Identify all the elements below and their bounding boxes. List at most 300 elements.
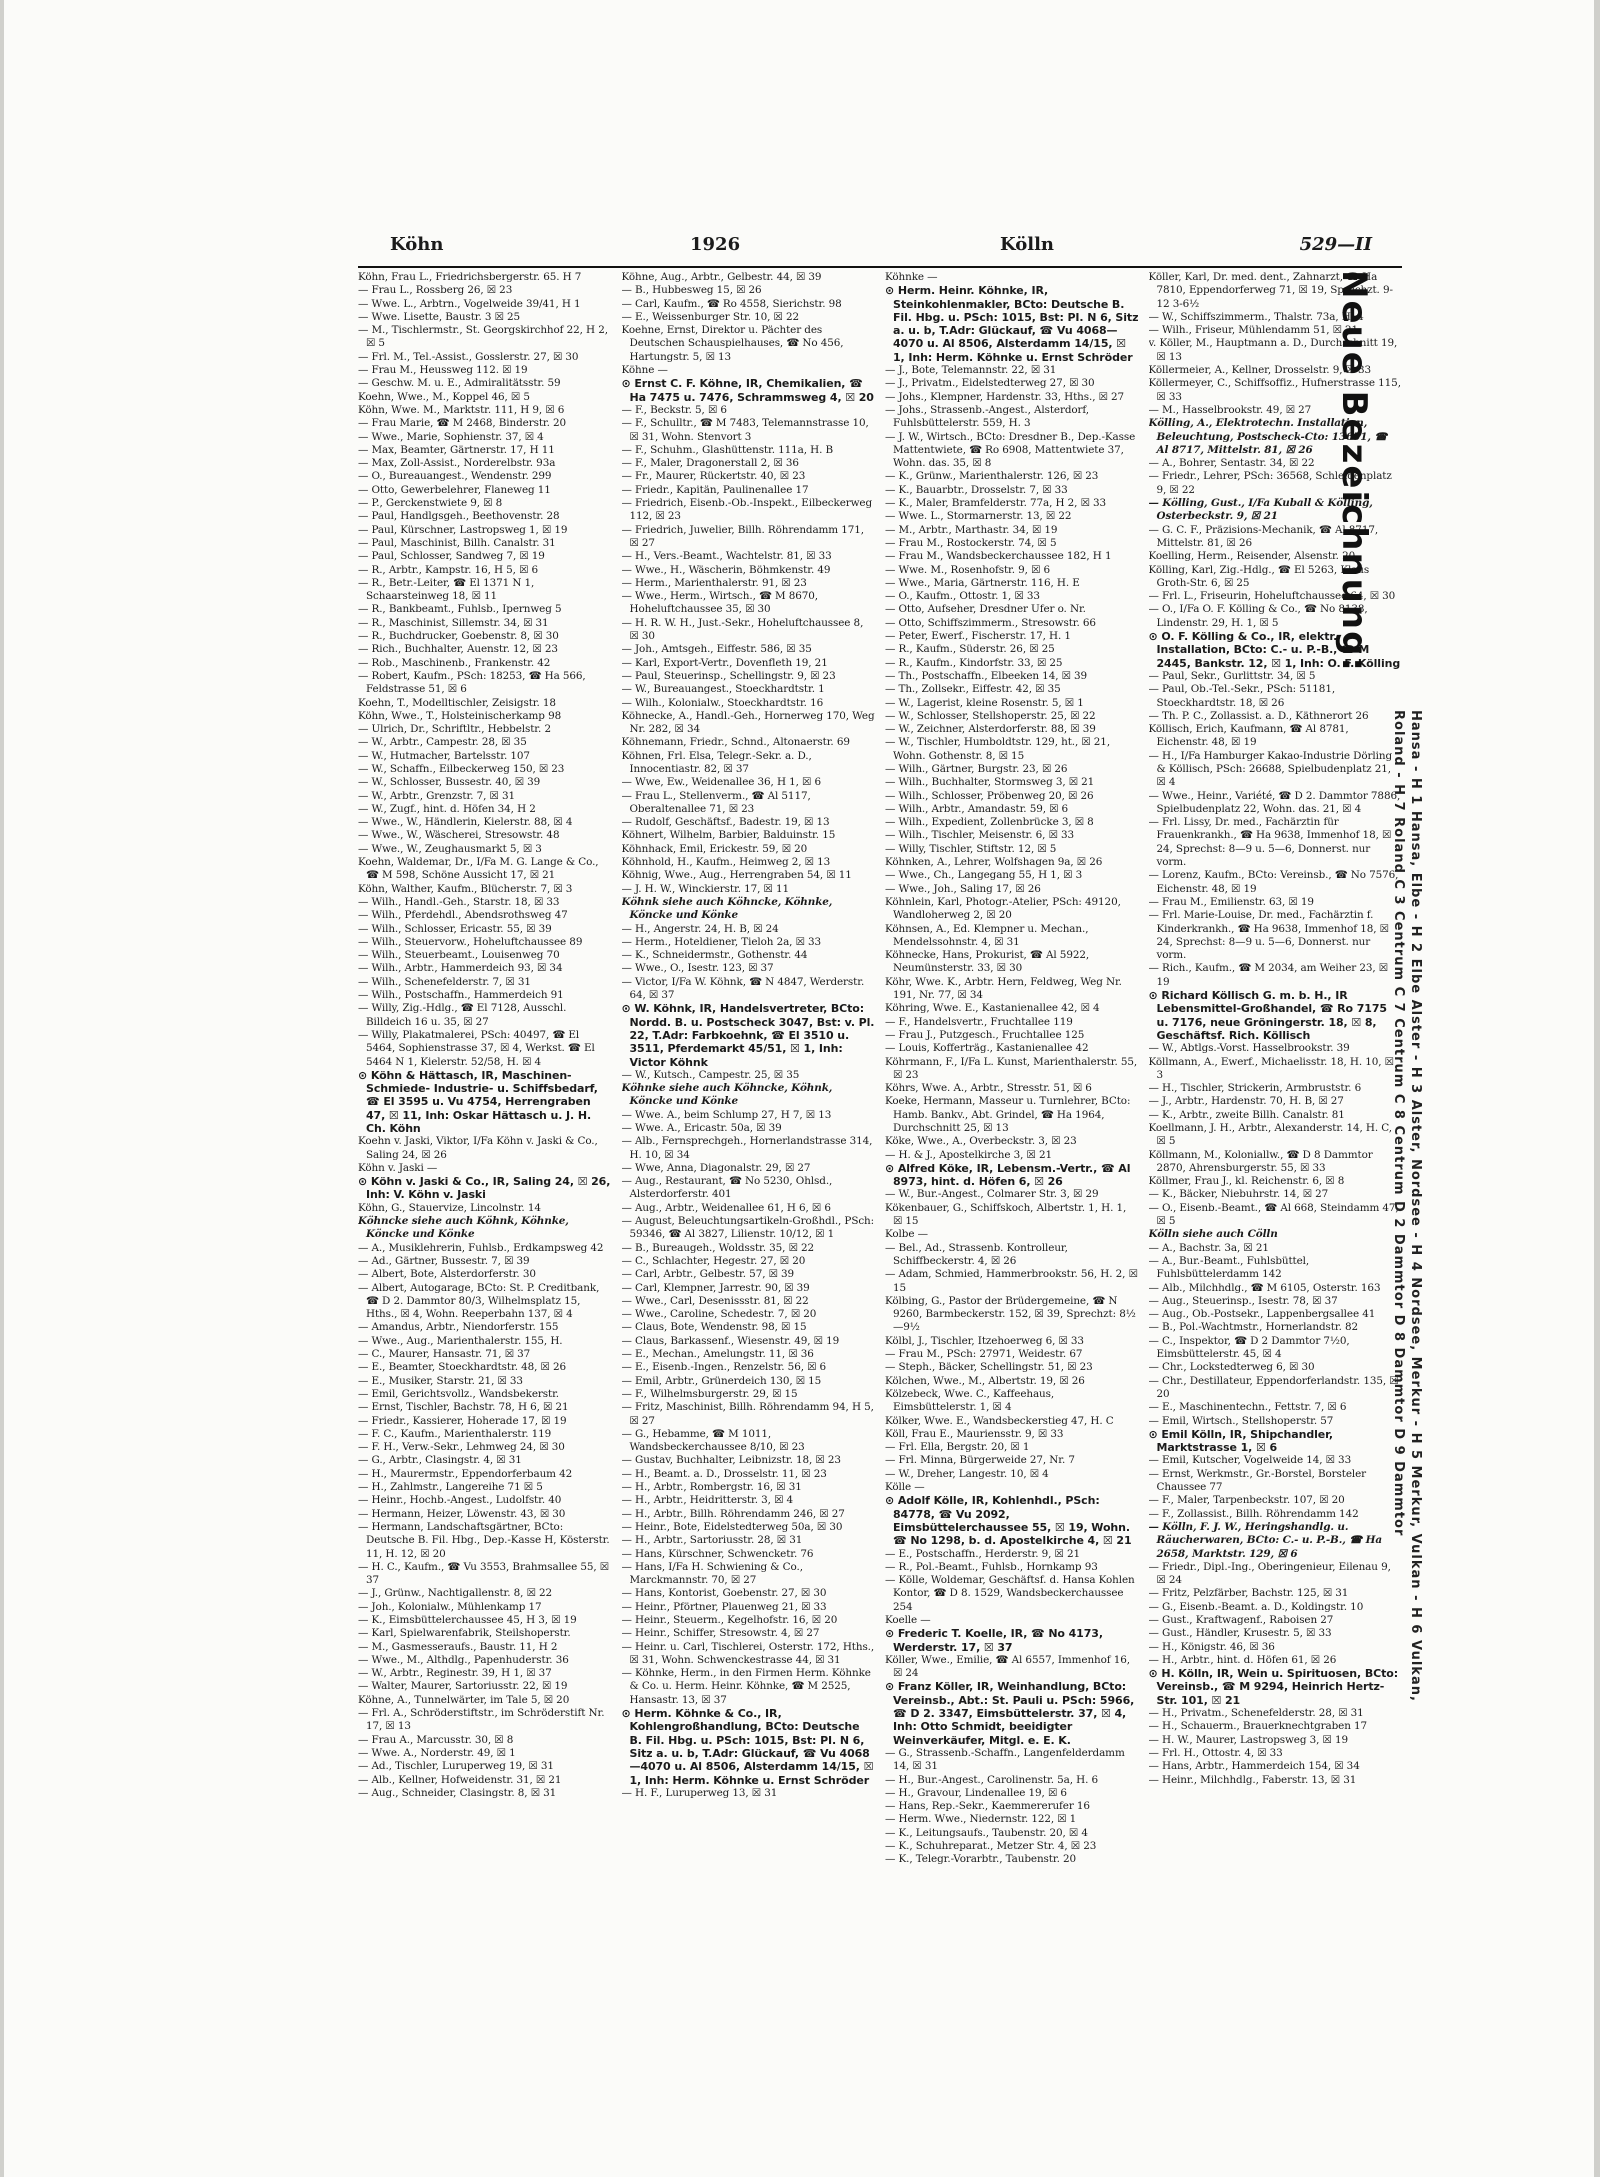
directory-entry: Köhnecke, A., Handl.-Geh., Hornerweg 170, Weg Nr. 282, ☒ 34 [621, 709, 875, 736]
directory-entry: — H., Zahlmstr., Langereihe 71 ☒ 5 [358, 1481, 543, 1494]
directory-entry: — Paul, Sekr., Gurlittstr. 34, ☒ 5 [1148, 669, 1316, 682]
directory-entry: Köhnsen, A., Ed. Klempner u. Mechan., Mendelssohnstr. 4, ☒ 31 [885, 922, 1089, 948]
directory-entry: ⊙ Köhn & Hättasch, IR, Maschinen-Schmiede- Industrie- u. Schiffsbedarf, ☎ El 3595 u. Vu 4754, Herrengraben 47, ☒ 11, Inh: Oskar Hättasch u. J. H. Ch. Köhn [358, 1068, 598, 1135]
directory-entry: — H., Beamt. a. D., Drosselstr. 11, ☒ 23 [621, 1467, 827, 1480]
directory-entry: — Friedrich, Juwelier, Billh. Röhrendamm 171, ☒ 27 [621, 523, 865, 549]
directory-entry: — Peter, Ewerf., Fischerstr. 17, H. 1 [885, 630, 1071, 643]
directory-entry: Köller, Wwe., Emilie, ☎ Al 6557, Immenhof 16, ☒ 24 [885, 1653, 1130, 1680]
side-notice-lines [1390, 710, 1424, 1702]
directory-entry: Köllmer, Frau J., kl. Reichenstr. 6, ☒ 8 [1148, 1175, 1345, 1188]
directory-entry: — Wilh., Tischler, Meisenstr. 6, ☒ 33 [885, 829, 1075, 842]
directory-entry: — Paul, Steuerinsp., Schellingstr. 9, ☒ 23 [621, 669, 836, 682]
directory-entry: — M., Tischlermstr., St. Georgskirchhof 22, H 2, ☒ 5 [358, 324, 608, 350]
directory-entry: Köhne, A., Tunnelwärter, im Tale 5, ☒ 20 [358, 1693, 570, 1706]
scan-edge-left [0, 0, 4, 2177]
directory-entry: — Heinr., Bote, Eidelstedterweg 50a, ☒ 30 [621, 1520, 843, 1533]
directory-entry: — H. F., Luruperweg 13, ☒ 31 [621, 1786, 778, 1799]
directory-entry: — Frl. Marie-Louise, Dr. med., Fachärztin f. Kinderkrankh., ☎ Ha 9638, Immenhof 18, ☒ 24, Sprechst: 8—9 u. 5—6, Donnerst. nur vorm. [1148, 909, 1389, 962]
directory-entry: — K., Bauarbtr., Drosselstr. 7, ☒ 33 [885, 483, 1068, 496]
directory-entry: — Carl, Kaufm., ☎ Ro 4558, Sierichstr. 98 [621, 297, 842, 310]
directory-entry: — W., Hutmacher, Bartelsstr. 107 [358, 749, 530, 762]
directory-entry: — Fritz, Maschinist, Billh. Röhrendamm 94, H 5, ☒ 27 [621, 1401, 874, 1427]
directory-entry: — Wwe., Heinr., Variété, ☎ D 2. Dammtor 7886, Spielbudenplatz 22, Wohn. das. 21, ☒ 4 [1148, 789, 1401, 815]
directory-entry: — Wwe., Carl, Desenissstr. 81, ☒ 22 [621, 1294, 809, 1307]
side-notice-line-1: Hansa - H 1 Hansa, Elbe - H 2 Elbe Alster - H 3 Alster, Nordsee - H 4 Nordsee, Merkur - H 5 Merkur, Vulkan - H 6 Vulkan, [1408, 710, 1423, 1702]
directory-entry: — E., Beamter, Stoeckhardtstr. 48, ☒ 26 [358, 1361, 566, 1374]
directory-entry: Köhnlein, Karl, Photogr.-Atelier, PSch: 49120, Wandloherweg 2, ☒ 20 [885, 895, 1121, 922]
directory-entry: — M., Hasselbrookstr. 49, ☒ 27 [1148, 403, 1312, 416]
directory-entry: — E., Musiker, Starstr. 21, ☒ 33 [358, 1374, 523, 1387]
directory-entry: — Wwe., M., Althdlg., Papenhuderstr. 36 [358, 1653, 569, 1666]
directory-entry: — E., Weissenburger Str. 10, ☒ 22 [621, 310, 799, 323]
directory-entry: — Wilh., Schlosser, Pröbenweg 20, ☒ 26 [885, 789, 1094, 802]
directory-entry: — R., Betr.-Leiter, ☎ El 1371 N 1, Schaarsteinweg 18, ☒ 11 [358, 576, 535, 603]
directory-entry: — Heinr., Steuerm., Kegelhofstr. 16, ☒ 20 [621, 1613, 838, 1626]
directory-entry: — Frl. A., Schröderstiftstr., im Schröderstift Nr. 17, ☒ 13 [358, 1707, 605, 1733]
directory-entry: Köhnhack, Emil, Erickestr. 59, ☒ 20 [621, 842, 808, 855]
directory-entry: — Willy, Tischler, Stiftstr. 12, ☒ 5 [885, 842, 1057, 855]
directory-entry: — G., Strassenb.-Schaffn., Langenfelderdamm 14, ☒ 31 [885, 1746, 1125, 1773]
directory-entry: — J. W., Wirtsch., BCto: Dresdner B., Dep.-Kasse Mattentwiete, ☎ Ro 6908, Mattentwiete 37, Wohn. das. 35, ☒ 8 [885, 430, 1136, 470]
directory-entry: — Wilh., Expedient, Zollenbrücke 3, ☒ 8 [885, 816, 1094, 829]
directory-entry: Köhn, G., Stauervize, Lincolnstr. 14 [358, 1201, 541, 1214]
directory-entry: — Frl. H., Ottostr. 4, ☒ 33 [1148, 1746, 1283, 1759]
directory-entry: — Hans, Kürschner, Schwencketr. 76 [621, 1547, 814, 1560]
directory-entry: — Heinr. u. Carl, Tischlerei, Osterstr. 172, Hths., ☒ 31, Wohn. Schwenckestrasse 44, ☒ 31 [621, 1640, 875, 1666]
column-2 [622, 271, 876, 1931]
directory-entry: — M., Gasmesseraufs., Baustr. 11, H 2 [358, 1640, 558, 1653]
directory-entry: — Heinr., Schiffer, Stresowstr. 4, ☒ 27 [621, 1627, 820, 1640]
directory-entry: — G., Arbtr., Clasingstr. 4, ☒ 31 [358, 1454, 522, 1467]
directory-entry: — J., Privatm., Eidelstedterweg 27, ☒ 30 [885, 377, 1095, 390]
directory-entry: — Wilh., Pferdehdl., Abendsrothsweg 47 [358, 909, 568, 922]
directory-entry: — Ad., Tischler, Luruperweg 19, ☒ 31 [358, 1760, 554, 1773]
directory-entry: — Wilh., Steuerbeamt., Louisenweg 70 [358, 949, 560, 962]
directory-entry: Koehne, Ernst, Direktor u. Pächter des Deutschen Schauspielhauses, ☎ No 456, Hartungstr. 5, ☒ 13 [621, 324, 844, 363]
directory-entry: — Claus, Bote, Wendenstr. 98, ☒ 15 [621, 1321, 807, 1334]
directory-entry: — Otto, Aufseher, Dresdner Ufer o. Nr. [885, 603, 1086, 616]
directory-entry: Köhnke siehe auch Köhncke, Köhnk, Köncke und Könke [621, 1082, 833, 1108]
directory-entry: — Wilh., Buchhalter, Stormsweg 3, ☒ 21 [885, 776, 1095, 789]
directory-entry: Köllmann, M., Koloniallw., ☎ D 8 Dammtor 2870, Ahrensburgerstr. 55, ☒ 33 [1148, 1148, 1373, 1174]
directory-entry: — Alb., Milchhdlg., ☎ M 6105, Osterstr. 163 [1148, 1281, 1381, 1294]
directory-entry: Köhnen, Frl. Elsa, Telegr.-Sekr. a. D., Innocentiastr. 82, ☒ 37 [621, 749, 812, 775]
directory-entry: — Alb., Kellner, Hofweidenstr. 31, ☒ 21 [358, 1773, 562, 1786]
directory-entry: — G., Eisenb.-Beamt. a. D., Koldingstr. 10 [1148, 1600, 1364, 1613]
directory-entry: Köhncke siehe auch Köhnk, Köhnke, Köncke und Könke [358, 1215, 569, 1241]
directory-entry: — Wwe., O., Isestr. 123, ☒ 37 [621, 962, 774, 975]
directory-entry: ⊙ Köhn v. Jaski & Co., IR, Saling 24, ☒ 26, Inh: V. Köhn v. Jaski [358, 1175, 611, 1202]
directory-entry: ⊙ H. Kölln, IR, Wein u. Spirituosen, BCto: Vereinsb., ☎ M 9294, Heinrich Hertz-Str. 101, ☒ 21 [1148, 1667, 1399, 1707]
directory-entry: — R., Bankbeamt., Fuhlsb., Ipernweg 5 [358, 603, 562, 616]
directory-entry: — H., Angerstr. 24, H. B, ☒ 24 [621, 922, 779, 935]
directory-entry: — W., Schiffszimmerm., Thalstr. 73a, H. 4 [1148, 310, 1364, 323]
directory-entry: — H., Schauerm., Brauerknechtgraben 17 [1148, 1720, 1368, 1733]
directory-entry: — Gust., Händler, Krusestr. 5, ☒ 33 [1148, 1627, 1332, 1640]
directory-entry: — Friedrich, Eisenb.-Ob.-Inspekt., Eilbeckerweg 112, ☒ 23 [621, 497, 873, 523]
directory-page [350, 228, 1402, 1958]
directory-entry: — Hermann, Landschaftsgärtner, BCto: Deutsche B. Fil. Hbg., Dep.-Kasse H, Kösterstr. 11, H. 12, ☒ 20 [358, 1520, 610, 1560]
directory-entry: — K., Eimsbüttelerchaussee 45, H 3, ☒ 19 [358, 1613, 577, 1626]
directory-entry: — Albert, Bote, Alsterdorferstr. 30 [358, 1268, 536, 1281]
directory-entry: — Gustav, Buchhalter, Leibnizstr. 18, ☒ 23 [621, 1454, 841, 1467]
directory-entry: — R., Kaufm., Süderstr. 26, ☒ 25 [885, 643, 1055, 656]
directory-entry: — Ernst, Tischler, Bachstr. 78, H 6, ☒ 21 [358, 1401, 569, 1414]
directory-entry: — Lorenz, Kaufm., BCto: Vereinsb., ☎ No 7576, Eichenstr. 48, ☒ 19 [1148, 869, 1399, 895]
directory-entry: — Hans, Rep.-Sekr., Kaemmererufer 16 [885, 1800, 1090, 1813]
directory-entry: — Rudolf, Geschäftsf., Badestr. 19, ☒ 13 [621, 816, 830, 829]
directory-entry: — H., Arbtr., Rombergstr. 16, ☒ 31 [621, 1481, 802, 1494]
directory-entry: — K., Leitungsaufs., Taubenstr. 20, ☒ 4 [885, 1826, 1088, 1839]
directory-entry: — F. H., Verw.-Sekr., Lehmweg 24, ☒ 30 [358, 1441, 565, 1454]
directory-entry: — Aug., Restaurant, ☎ No 5230, Ohlsd., Alsterdorferstr. 401 [621, 1175, 833, 1201]
directory-entry: — Wilh., Schenefelderstr. 7, ☒ 31 [358, 975, 531, 988]
directory-entry: — Wwe., Marie, Sophienstr. 37, ☒ 4 [358, 430, 544, 443]
directory-entry: — H. R. W. H., Just.-Sekr., Hoheluftchaussee 8, ☒ 30 [621, 616, 864, 643]
directory-entry: — Frau M., Heussweg 112. ☒ 19 [358, 364, 528, 377]
directory-entry: — Frau M., Emilienstr. 63, ☒ 19 [1148, 895, 1314, 908]
directory-entry: — A., Bohrer, Sentastr. 34, ☒ 22 [1148, 457, 1315, 470]
directory-entry: — K., Maler, Bramfelderstr. 77a, H 2, ☒ 33 [885, 497, 1107, 510]
directory-entry: — Herm. Wwe., Niedernstr. 122, ☒ 1 [885, 1813, 1077, 1826]
directory-entry: — K., Telegr.-Vorarbtr., Taubenstr. 20 [885, 1853, 1076, 1866]
directory-entry: Koelling, Herm., Reisender, Alsenstr. 20 [1148, 550, 1356, 563]
directory-entry: Koelle — [885, 1613, 931, 1626]
header-rule [358, 266, 1402, 268]
directory-entry: — Amandus, Arbtr., Niendorferstr. 155 [358, 1321, 559, 1334]
directory-entry: — H., Arbtr., Sartoriusstr. 28, ☒ 31 [621, 1534, 803, 1547]
directory-entry: — Johs., Strassenb.-Angest., Alsterdorf, Fuhlsbüttelerstr. 559, H. 3 [885, 403, 1089, 430]
directory-entry: — H., Maurermstr., Eppendorferbaum 42 [358, 1467, 573, 1480]
directory-entry: Köllermeyer, C., Schiffsoffiz., Hufnerstrasse 115, ☒ 33 [1148, 377, 1401, 403]
directory-entry: — Wwe, Ew., Weidenallee 36, H 1, ☒ 6 [621, 776, 821, 789]
directory-entry: — Paul, Handlgsgeh., Beethovenstr. 28 [358, 510, 560, 523]
directory-entry: Köhn, Wwe. M., Marktstr. 111, H 9, ☒ 6 [358, 403, 565, 416]
directory-entry: — Emil, Gerichtsvollz., Wandsbekerstr. [358, 1387, 559, 1400]
directory-entry: ⊙ Emil Kölln, IR, Shipchandler, Marktstrasse 1, ☒ 6 [1148, 1427, 1333, 1455]
directory-entry: Köhn, Wwe., T., Holsteinischerkamp 98 [358, 709, 562, 722]
directory-entry: — W., Arbtr., Campestr. 28, ☒ 35 [358, 736, 527, 749]
directory-entry: — Paul, Kürschner, Lastropsweg 1, ☒ 19 [358, 523, 568, 536]
directory-entry: — Joh., Amtsgeh., Eiffestr. 586, ☒ 35 [621, 643, 812, 656]
directory-entry: — Geschw. M. u. E., Admiralitätsstr. 59 [358, 377, 561, 390]
directory-entry: — Wilh., Handl.-Geh., Starstr. 18, ☒ 33 [358, 895, 560, 908]
directory-entry: Kölbl, J., Tischler, Itzehoerweg 6, ☒ 33 [885, 1334, 1084, 1347]
directory-entry: Koehn, Wwe., M., Koppel 46, ☒ 5 [358, 390, 530, 403]
directory-entry: — E., Postschaffn., Herderstr. 9, ☒ 21 [885, 1547, 1080, 1560]
directory-entry: ⊙ O. F. Kölling & Co., IR, elektr. Installation, BCto: C.- u. P.-B., ☎ M 2445, Bankstr. 12, ☒ 1, Inh: O. F. Kölling [1148, 630, 1401, 670]
directory-entry: — Steph., Bäcker, Schellingstr. 51, ☒ 23 [885, 1361, 1093, 1374]
directory-entry: — Wwe. A., beim Schlump 27, H 7, ☒ 13 [621, 1108, 832, 1121]
directory-entry: — Otto, Schiffszimmerm., Stresowstr. 66 [885, 616, 1096, 629]
directory-entry: — Wwe. L., Stormarnerstr. 13, ☒ 22 [885, 510, 1072, 523]
directory-entry: — R., Pol.-Beamt., Fuhlsb., Hornkamp 93 [885, 1560, 1098, 1573]
header-right-name: Kölln [1000, 234, 1055, 255]
directory-entry: — Wwe., W., Wäscherei, Stresowstr. 48 [358, 829, 560, 842]
directory-entry: — Wilh., Arbtr., Hammerdeich 93, ☒ 34 [358, 962, 563, 975]
directory-entry: — W., Dreher, Langestr. 10, ☒ 4 [885, 1467, 1049, 1480]
directory-entry: — Ulrich, Dr., Schriftltr., Hebbelstr. 2 [358, 723, 551, 736]
directory-entry: — Frau L., Rossberg 26, ☒ 23 [358, 284, 513, 297]
directory-entry: — Max, Zoll-Assist., Norderelbstr. 93a [358, 457, 556, 470]
directory-entry: — Wilh., Postschaffn., Hammerdeich 91 [358, 989, 564, 1002]
directory-entry: — J., Grünw., Nachtigallenstr. 8, ☒ 22 [358, 1587, 553, 1600]
directory-entry: — Frl. Minna, Bürgerweide 27, Nr. 7 [885, 1454, 1075, 1467]
directory-entry: Kölln siehe auch Cölln [1148, 1228, 1278, 1241]
directory-entry: — Johs., Klempner, Hardenstr. 33, Hths., ☒ 27 [885, 390, 1125, 403]
directory-entry: Koehn, T., Modelltischler, Zeisigstr. 18 [358, 696, 556, 709]
directory-entry: — Kölln, F. J. W., Heringshandlg. u. Räucherwaren, BCto: C.- u. P.-B., ☎ Ha 2658, Marktstr. 129, ☒ 6 [1148, 1520, 1382, 1560]
directory-entry: — Ernst, Werkmstr., Gr.-Borstel, Borsteler Chaussee 77 [1148, 1467, 1367, 1494]
directory-entry: — Wilh., Steuervorw., Hoheluftchaussee 89 [358, 935, 583, 948]
directory-entry: — Friedr., Kapitän, Paulinenallee 17 [621, 483, 809, 496]
directory-entry: — Th., Zollsekr., Eiffestr. 42, ☒ 35 [885, 683, 1061, 696]
directory-entry: — Gust., Kraftwagenf., Raboisen 27 [1148, 1613, 1334, 1626]
directory-entry: — Heinr., Hochb.-Angest., Ludolfstr. 40 [358, 1494, 562, 1507]
directory-entry: — C., Inspektor, ☎ D 2 Dammtor 7½0, Eimsbüttelerstr. 45, ☒ 4 [1148, 1334, 1350, 1361]
directory-entry: Köller, Karl, Dr. med. dent., Zahnarzt, ☎ Ha 7810, Eppendorferweg 71, ☒ 19, Sprechzt. 9-12 3-6½ [1148, 271, 1393, 310]
directory-entry: — H. & J., Apostelkirche 3, ☒ 21 [885, 1148, 1052, 1161]
page-header [350, 228, 1402, 266]
directory-entry: — Frau Marie, ☎ M 2468, Binderstr. 20 [358, 417, 567, 430]
directory-entry: — W., Abtlgs.-Vorst. Hasselbrookstr. 39 [1148, 1042, 1350, 1055]
scan-edge-right [1594, 0, 1600, 2177]
directory-entry: — Emil, Wirtsch., Stellshoperstr. 57 [1148, 1414, 1334, 1427]
directory-entry: Köhrs, Wwe. A., Arbtr., Stresstr. 51, ☒ 6 [885, 1082, 1092, 1095]
directory-entry: — Rob., Maschinenb., Frankenstr. 42 [358, 656, 551, 669]
directory-entry: ⊙ Frederic T. Koelle, IR, ☎ No 4173, Werderstr. 17, ☒ 37 [885, 1627, 1103, 1654]
directory-entry: — E., Eisenb.-Ingen., Renzelstr. 56, ☒ 6 [621, 1361, 827, 1374]
directory-entry: — Hans, Arbtr., Hammerdeich 154, ☒ 34 [1148, 1760, 1360, 1773]
directory-entry: ⊙ Herm. Köhnke & Co., IR, Kohlengroßhandlung, BCto: Deutsche B. Fil. Hbg. u. PSch: 1015, Bst: PI. N 6, Sitz a. u. b, T.Adr: Glückauf, ☎ Vu 4068—4070 u. Al 8506, Alsterdamm 14/15, ☒ 1, Inh: Herm. Köhnke u. Ernst Schröder [621, 1707, 874, 1787]
directory-entry: — W., Schlosser, Stellshoperstr. 25, ☒ 22 [885, 709, 1096, 722]
directory-entry: — O., Kaufm., Ottostr. 1, ☒ 33 [885, 590, 1040, 603]
directory-entry: — Rich., Buchhalter, Auenstr. 12, ☒ 23 [358, 643, 558, 656]
directory-entry: — Aug., Arbtr., Weidenallee 61, H 6, ☒ 6 [621, 1201, 831, 1214]
directory-entry: Kölling, A., Elektrotechn. Installation, Beleuchtung, Postscheck-Cto: 13651, ☎ Al 8717, Mittelstr. 81, ☒ 26 [1148, 417, 1388, 456]
directory-entry: Köhnke — [885, 271, 938, 283]
directory-entry: — H., Arbtr., hint. d. Höfen 61, ☒ 26 [1148, 1653, 1337, 1666]
directory-entry: — W., Bur.-Angest., Colmarer Str. 3, ☒ 29 [885, 1188, 1099, 1201]
directory-entry: — Fr., Maurer, Rückertstr. 40, ☒ 23 [621, 470, 806, 483]
directory-entry: — H., Arbtr., Heidritterstr. 3, ☒ 4 [621, 1494, 794, 1507]
directory-entry: — Alb., Fernsprechgeh., Hornerlandstrasse 314, H. 10, ☒ 34 [621, 1135, 873, 1161]
directory-entry: — W., Kutsch., Campestr. 25, ☒ 35 [621, 1068, 800, 1081]
directory-entry: — Karl, Export-Vertr., Dovenfleth 19, 21 [621, 656, 828, 669]
directory-entry: — Otto, Gewerbelehrer, Flaneweg 11 [358, 483, 551, 496]
directory-entry: — Karl, Spielwarenfabrik, Steilshoperstr. [358, 1627, 571, 1640]
header-page-number: 529—II [1299, 234, 1372, 255]
directory-entry: Köhne, Aug., Arbtr., Gelbestr. 44, ☒ 39 [621, 271, 822, 283]
directory-entry: — A., Bur.-Beamt., Fuhlsbüttel, Fuhlsbüttelerdamm 142 [1148, 1254, 1310, 1281]
directory-entry: — H., I/Fa Hamburger Kakao-Industrie Dörling & Köllisch, PSch: 26688, Spielbudenplatz 21, ☒ 4 [1148, 749, 1393, 789]
directory-entry: — Herm., Marienthalerstr. 91, ☒ 23 [621, 576, 807, 589]
directory-entry: — Hans, Kontorist, Goebenstr. 27, ☒ 30 [621, 1587, 827, 1600]
directory-entry: Koehn, Waldemar, Dr., I/Fa M. G. Lange & Co., ☎ M 598, Schöne Aussicht 17, ☒ 21 [358, 856, 599, 882]
directory-entry: — B., Hubbesweg 15, ☒ 26 [621, 284, 762, 297]
directory-entry: — W., Lagerist, kleine Rosenstr. 5, ☒ 1 [885, 696, 1084, 709]
directory-entry: — Th. P. C., Zollassist. a. D., Käthnerort 26 [1148, 709, 1369, 722]
directory-entry: — G., Hebamme, ☎ M 1011, Wandsbeckerchaussee 8/10, ☒ 23 [621, 1427, 805, 1454]
directory-entry: — Robert, Kaufm., PSch: 18253, ☎ Ha 566, Feldstrasse 51, ☒ 6 [358, 669, 586, 696]
directory-entry: Köhnk siehe auch Köhncke, Köhnke, Köncke und Könke [621, 895, 833, 922]
directory-entry: — H., Bur.-Angest., Carolinenstr. 5a, H. 6 [885, 1773, 1099, 1786]
directory-entry: — Paul, Maschinist, Billh. Canalstr. 31 [358, 536, 556, 549]
directory-entry: — Herm., Hoteldiener, Tieloh 2a, ☒ 33 [621, 935, 822, 948]
directory-entry: — Louis, Kofferträg., Kastanienallee 42 [885, 1042, 1089, 1055]
directory-entry: — Hermann, Heizer, Löwenstr. 43, ☒ 30 [358, 1507, 566, 1520]
directory-entry: — C., Maurer, Hansastr. 71, ☒ 37 [358, 1348, 531, 1361]
directory-entry: — Wwe., Ch., Langegang 55, H 1, ☒ 3 [885, 869, 1083, 882]
directory-entry: Köhne — [621, 364, 668, 377]
directory-entry: Koehn v. Jaski, Viktor, I/Fa Köhn v. Jaski & Co., Saling 24, ☒ 26 [358, 1135, 598, 1161]
directory-entry: Köhr, Wwe. K., Arbtr. Hern, Feldweg, Weg Nr. 191, Nr. 77, ☒ 34 [885, 975, 1122, 1002]
directory-entry: — R., Buchdrucker, Goebenstr. 8, ☒ 30 [358, 630, 559, 643]
directory-entry: — Joh., Kolonialw., Mühlenkamp 17 [358, 1600, 542, 1613]
directory-entry: Koeke, Hermann, Masseur u. Turnlehrer, BCto: Hamb. Bankv., Abt. Grindel, ☎ Ha 1964, Durchschnitt 25, ☒ 13 [885, 1095, 1131, 1134]
directory-entry: — K., Grünw., Marienthalerstr. 126, ☒ 23 [885, 470, 1099, 483]
directory-entry: ⊙ Adolf Kölle, IR, Kohlenhdl., PSch: 84778, ☎ Vu 2092, Eimsbüttelerchaussee 55, ☒ 19, Wohn. ☎ No 1298, b. d. Apostelkirche 4, ☒ 21 [885, 1494, 1132, 1548]
directory-entry: Kölle — [885, 1481, 925, 1494]
directory-entry: Kolbe — [885, 1228, 928, 1241]
directory-entry: ⊙ Ernst C. F. Köhne, IR, Chemikalien, ☎ Ha 7475 u. 7476, Schrammsweg 4, ☒ 20 [621, 377, 874, 404]
directory-entry: — H., Gravour, Lindenallee 19, ☒ 6 [885, 1786, 1067, 1799]
directory-entry: — W., Zeichner, Alsterdorferstr. 88, ☒ 39 [885, 723, 1096, 736]
directory-entry: — K., Schneidermstr., Gothenstr. 44 [621, 949, 808, 962]
directory-entry: — Friedr., Dipl.-Ing., Oberingenieur, Eilenau 9, ☒ 24 [1148, 1560, 1391, 1587]
directory-entry: Köke, Wwe., A., Overbeckstr. 3, ☒ 23 [885, 1135, 1077, 1148]
directory-entry: — H. W., Maurer, Lastropsweg 3, ☒ 19 [1148, 1733, 1348, 1746]
directory-entry: Kölling, Karl, Zig.-Hdlg., ☎ El 5263, Klaus Groth-Str. 6, ☒ 25 [1148, 563, 1370, 589]
directory-entry: ⊙ W. Köhnk, IR, Handelsvertreter, BCto: Nordd. B. u. Postscheck 3047, Bst: v. Pl. 22, T.Adr: Farbkoehnk, ☎ El 3510 u. 3511, Pferdemarkt 45/51, ☒ 1, Inh: Victor Köhnk [621, 1002, 875, 1069]
directory-entry: — W., Schlosser, Bussestr. 40, ☒ 39 [358, 776, 541, 789]
directory-entry: Köllisch, Erich, Kaufmann, ☎ Al 8781, Eichenstr. 48, ☒ 19 [1148, 723, 1349, 749]
directory-entry: Kölbing, G., Pastor der Brüdergemeine, ☎ N 9260, Barmbeckerstr. 152, ☒ 39, Sprechzt: 8½—9½ [885, 1294, 1136, 1334]
directory-entry: — O., Eisenb.-Beamt., ☎ Al 668, Steindamm 47, ☒ 5 [1148, 1201, 1399, 1228]
directory-entry: — Frl. M., Tel.-Assist., Gosslerstr. 27, ☒ 30 [358, 350, 579, 363]
directory-entry: — Wwe., Joh., Saling 17, ☒ 26 [885, 882, 1041, 895]
directory-entry: — B., Bureaugeh., Woldsstr. 35, ☒ 22 [621, 1241, 815, 1254]
directory-entry: — E., Mechan., Amelungstr. 11, ☒ 36 [621, 1348, 814, 1361]
directory-entry: — Wwe., Caroline, Schedestr. 7, ☒ 20 [621, 1308, 817, 1321]
directory-entry: — K., Arbtr., zweite Billh. Canalstr. 81 [1148, 1108, 1345, 1121]
directory-entry: — O., I/Fa O. F. Kölling & Co., ☎ No 8138, Lindenstr. 29, H. 1, ☒ 5 [1148, 603, 1368, 629]
directory-entry: Köllermeier, A., Kellner, Drosselstr. 9, ☒ 33 [1148, 364, 1372, 377]
directory-entry: — Friedr., Kassierer, Hoherade 17, ☒ 19 [358, 1414, 567, 1427]
directory-entry: Köhnig, Wwe., Aug., Herrengraben 54, ☒ 11 [621, 869, 852, 882]
directory-entry: ⊙ Alfred Köke, IR, Lebensm.-Vertr., ☎ Al 8973, hint. d. Höfen 6, ☒ 26 [885, 1161, 1131, 1189]
directory-entry: — Emil, Arbtr., Grünerdeich 130, ☒ 15 [621, 1374, 822, 1387]
directory-entry: — W., Schaffn., Eilbeckerweg 150, ☒ 23 [358, 762, 565, 775]
directory-entry: — F., Maler, Tarpenbeckstr. 107, ☒ 20 [1148, 1494, 1345, 1507]
directory-entry: — Aug., Schneider, Clasingstr. 8, ☒ 31 [358, 1786, 557, 1799]
directory-entry: — F., Schulltr., ☎ M 7483, Telemannstrasse 10, ☒ 31, Wohn. Stenvort 3 [621, 417, 869, 443]
directory-entry: — Kölle, Woldemar, Geschäftsf. d. Hansa Kohlen Kontor, ☎ D 8. 1529, Wandsbeckerchaussee 254 [885, 1574, 1135, 1613]
directory-entry: — O., Bureauangest., Wendenstr. 299 [358, 470, 552, 483]
directory-entry: Kökenbauer, G., Schiffskoch, Albertstr. 1, H. 1, ☒ 15 [885, 1201, 1127, 1228]
directory-entry: — Carl, Klempner, Jarrestr. 90, ☒ 39 [621, 1281, 810, 1294]
directory-entry: Köhring, Wwe. E., Kastanienallee 42, ☒ 4 [885, 1002, 1100, 1015]
directory-entry: — Wwe., Aug., Marienthalerstr. 155, H. [358, 1334, 563, 1347]
directory-entry: — R., Arbtr., Kampstr. 16, H 5, ☒ 6 [358, 563, 538, 576]
directory-entry: — Fritz, Pelzfärber, Bachstr. 125, ☒ 31 [1148, 1587, 1349, 1600]
directory-entry: — Th., Postschaffn., Elbeeken 14, ☒ 39 [885, 669, 1088, 682]
directory-entry: — Frl. L., Friseurin, Hoheluftchaussee 64, ☒ 30 [1148, 590, 1396, 603]
directory-entry: — J., Bote, Telemannstr. 22, ☒ 31 [885, 364, 1057, 377]
directory-entry: — Heinr., Milchhdlg., Faberstr. 13, ☒ 31 [1148, 1773, 1357, 1786]
directory-entry: — A., Bachstr. 3a, ☒ 21 [1148, 1241, 1269, 1254]
directory-entry: — Hans, I/Fa H. Schwiening & Co., Marckmannstr. 70, ☒ 27 [621, 1560, 803, 1587]
directory-entry: — Emil, Kutscher, Vogelweide 14, ☒ 33 [1148, 1454, 1352, 1467]
directory-entry: — Wwe., Herm., Wirtsch., ☎ M 8670, Hoheluftchaussee 35, ☒ 30 [621, 590, 819, 616]
directory-entry: — P., Gerckenstwiete 9, ☒ 8 [358, 497, 503, 510]
directory-entry: Köhnemann, Friedr., Schnd., Altonaerstr. 69 [621, 736, 850, 749]
directory-entry: Köhn, Frau L., Friedrichsbergerstr. 65. H 7 [358, 271, 582, 283]
directory-entry: — Heinr., Pförtner, Plauenweg 21, ☒ 33 [621, 1600, 827, 1613]
directory-entry: — Walter, Maurer, Sartoriusstr. 22, ☒ 19 [358, 1680, 568, 1693]
directory-entry: — Frau M., PSch: 27971, Weidestr. 67 [885, 1348, 1083, 1361]
directory-entry: — F. C., Kaufm., Marienthalerstr. 119 [358, 1427, 552, 1440]
directory-entry: Kölker, Wwe. E., Wandsbeckerstieg 47, H. C [885, 1414, 1114, 1427]
directory-entry: — C., Schlachter, Hegestr. 27, ☒ 20 [621, 1254, 806, 1267]
column-3 [885, 271, 1139, 1931]
directory-entry: Kölchen, Wwe., M., Albertstr. 19, ☒ 26 [885, 1374, 1085, 1387]
directory-entry: — Wwe. Lisette, Baustr. 3 ☒ 25 [358, 310, 521, 323]
directory-entry: — Wilh., Friseur, Mühlendamm 51, ☒ 21 [1148, 324, 1359, 337]
side-notice-line-2: Roland - H 7 Roland C 3 Centrum C 7 Centrum C 8 Centrum D 2 Dammtor D 8 Dammtor D 9 Dammtor [1391, 710, 1406, 1537]
directory-entry: Köhnecke, Hans, Prokurist, ☎ Al 5922, Neumünsterstr. 33, ☒ 30 [885, 949, 1090, 975]
directory-entry: — Albert, Autogarage, BCto: St. P. Creditbank, ☎ D 2. Dammtor 80/3, Wilhelmsplatz 15, Hths., ☒ 4, Wohn. Reeperbahn 137, ☒ 4 [358, 1281, 600, 1321]
directory-entry: — G. C. F., Präzisions-Mechanik, ☎ Al 8717, Mittelstr. 81, ☒ 26 [1148, 523, 1379, 549]
directory-entry: — Wilh., Schlosser, Ericastr. 55, ☒ 39 [358, 922, 552, 935]
directory-entry: — F., Handelsvertr., Fruchtallee 119 [885, 1015, 1073, 1028]
directory-entry: — Carl, Arbtr., Gelbestr. 57, ☒ 39 [621, 1268, 795, 1281]
directory-entry: — Victor, I/Fa W. Köhnk, ☎ N 4847, Werderstr. 64, ☒ 37 [621, 975, 865, 1002]
directory-entry: — Willy, Plakatmalerei, PSch: 40497, ☎ El 5464, Sophienstrasse 37, ☒ 4, Werkst. ☎ El 5464 N 1, Kielerstr. 52/58, H. ☒ 4 [358, 1028, 595, 1068]
directory-entry: Köhnert, Wilhelm, Barbier, Balduinstr. 15 [621, 829, 836, 842]
directory-entry: — Bel., Ad., Strassenb. Kontrolleur, Schiffbeckerstr. 4, ☒ 26 [885, 1241, 1068, 1267]
entry-columns [350, 271, 1402, 1931]
directory-entry: — Claus, Barkassenf., Wiesenstr. 49, ☒ 19 [621, 1334, 840, 1347]
directory-entry: — H., Privatm., Schenefelderstr. 28, ☒ 31 [1148, 1707, 1364, 1720]
directory-entry: — H., Vers.-Beamt., Wachtelstr. 81, ☒ 33 [621, 550, 832, 563]
directory-entry: — Chr., Destillateur, Eppendorferlandstr. 135, ☒ 20 [1148, 1374, 1399, 1400]
directory-entry: — K., Schuhreparat., Metzer Str. 4, ☒ 23 [885, 1840, 1097, 1853]
directory-entry: — Wilh., Gärtner, Burgstr. 23, ☒ 26 [885, 762, 1068, 775]
directory-entry: — F., Beckstr. 5, ☒ 6 [621, 403, 727, 416]
directory-entry: — Rich., Kaufm., ☎ M 2034, am Weiher 23, ☒ 19 [1148, 962, 1388, 988]
directory-entry: — R., Maschinist, Sillemstr. 34, ☒ 31 [358, 616, 549, 629]
directory-entry: — F., Schuhm., Glashüttenstr. 111a, H. B [621, 443, 834, 456]
directory-entry: — August, Beleuchtungsartikeln-Großhdl., PSch: 59346, ☎ Al 3827, Lilienstr. 10/12, ☒ 1 [621, 1215, 875, 1241]
directory-entry: — W., Arbtr., Grenzstr. 7, ☒ 31 [358, 789, 515, 802]
directory-entry: — M., Arbtr., Marthastr. 34, ☒ 19 [885, 523, 1058, 536]
directory-entry: Köllmann, A., Ewerf., Michaelisstr. 18, H. 10, ☒ 3 [1148, 1055, 1394, 1081]
directory-entry: — H., Arbtr., Billh. Röhrendamm 246, ☒ 27 [621, 1507, 845, 1520]
directory-entry: — R., Kaufm., Kindorfstr. 33, ☒ 25 [885, 656, 1063, 669]
directory-entry: — Frau L., Stellenverm., ☎ Al 5117, Oberaltenallee 71, ☒ 23 [621, 789, 811, 815]
directory-entry: Köhn, Walther, Kaufm., Blücherstr. 7, ☒ 3 [358, 882, 573, 895]
directory-entry: — F., Wilhelmsburgerstr. 29, ☒ 15 [621, 1387, 798, 1400]
directory-entry: — Ad., Gärtner, Bussestr. 7, ☒ 39 [358, 1254, 530, 1267]
directory-entry: — Wilh., Kolonialw., Stoeckhardtstr. 16 [621, 696, 824, 709]
directory-entry: — Paul, Schlosser, Sandweg 7, ☒ 19 [358, 550, 545, 563]
directory-entry: — Frl. Lissy, Dr. med., Fachärztin für Frauenkrankh., ☎ Ha 9638, Immenhof 18, ☒ 24, Sprechst: 8—9 u. 5—6, Donnerst. nur vorm. [1148, 816, 1392, 869]
directory-entry: Köll, Frau E., Mauriensstr. 9, ☒ 33 [885, 1427, 1064, 1440]
directory-entry: — Aug., Steuerinsp., Isestr. 78, ☒ 37 [1148, 1294, 1338, 1307]
directory-entry: Köhn v. Jaski — [358, 1161, 438, 1174]
directory-entry: — Max, Beamter, Gärtnerstr. 17, H 11 [358, 443, 555, 456]
